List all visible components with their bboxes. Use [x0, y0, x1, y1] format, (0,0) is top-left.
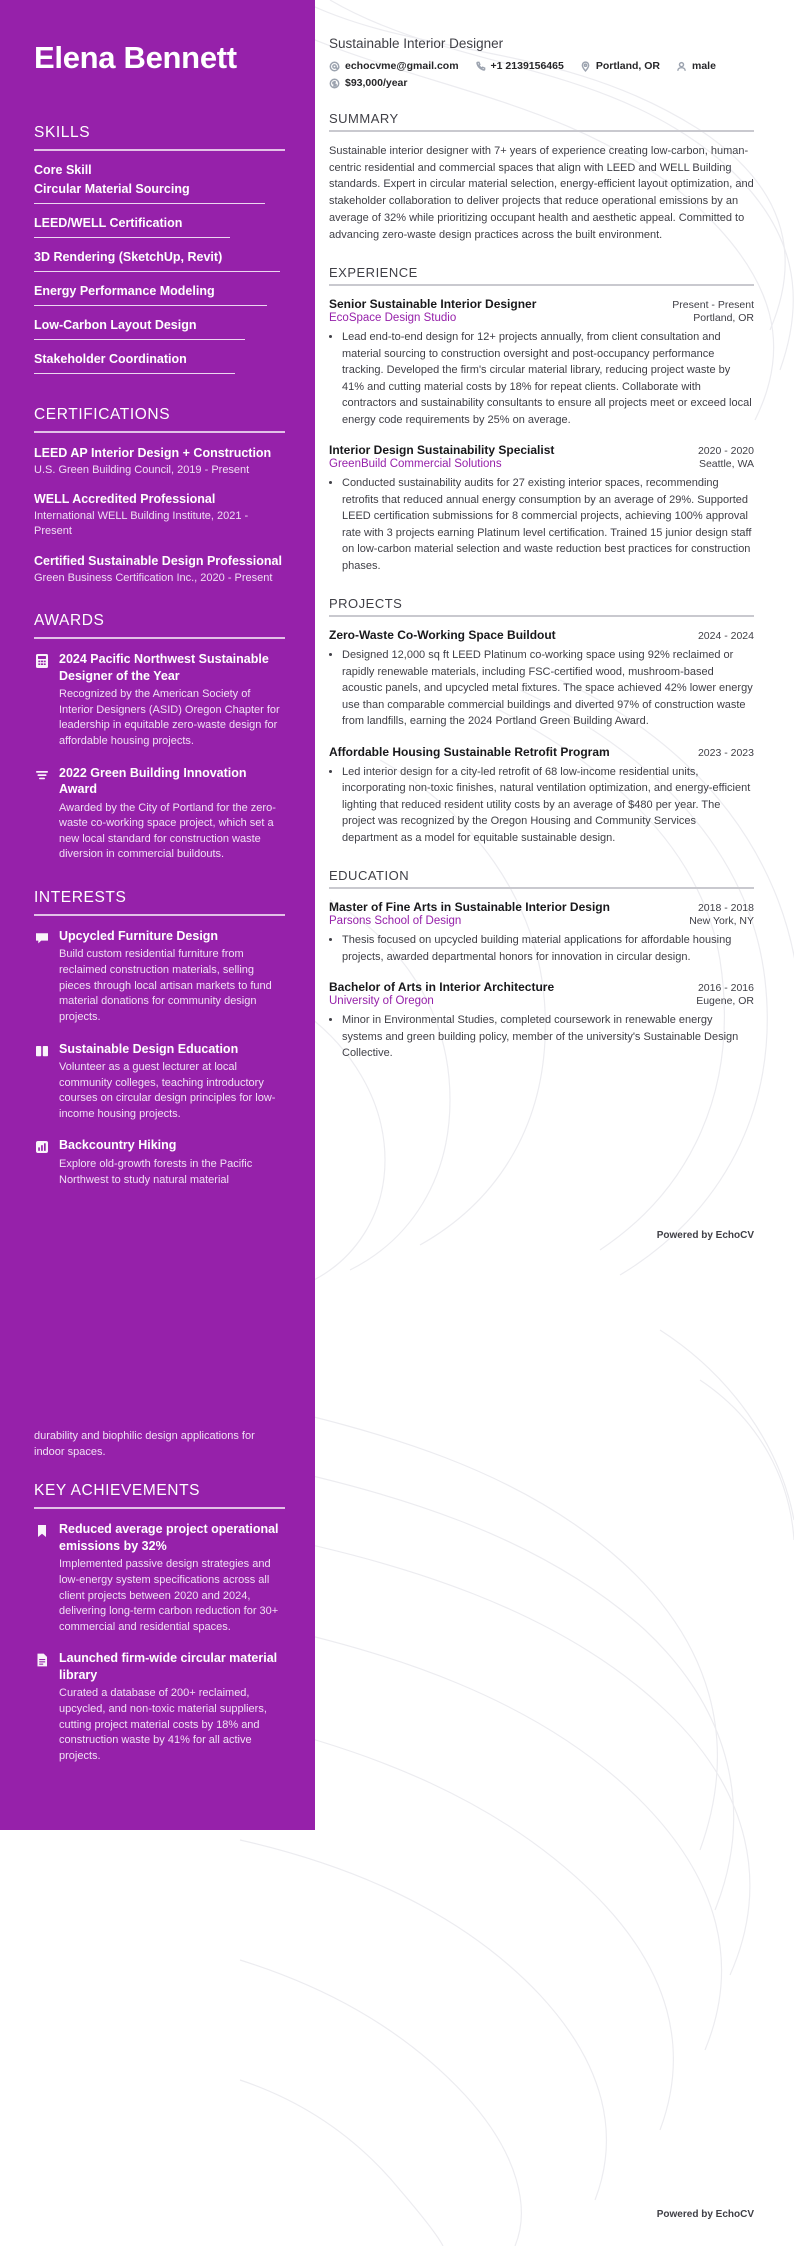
award-item — [34, 651, 285, 749]
experience-location: Portland, OR — [693, 312, 754, 325]
location-icon — [580, 61, 591, 72]
skill-label: Stakeholder Coordination — [34, 351, 187, 366]
experience-bullet: • Conducted sustainability audits for 27 existing interior spaces, recommending retrofits that reduced annual energy consumption by an average of 29%. Supported LEED certification submissions for 8 commercial projects, achieving 100% approval rate with 3 projects earning Platinum level certification. Trained 15 junior design staff on low-carbon material selection and waste reduction best practices for construction phases. — [342, 475, 754, 574]
contact-gender-value: male — [692, 60, 716, 72]
experience-bullet: • Lead end-to-end design for 12+ projects annually, from client consultation and material sourcing to construction oversight and post-occupancy performance tracking. Developed the firm's circular material library, reducing project waste by 41% and cutting material costs by 18% for repeat clients. Collaborate with contractors and sustainability consultants to ensure all projects meet or exceed local energy code requirements by 25% on average. — [342, 329, 754, 428]
award-description: Awarded by the City of Portland for the zero-waste co-working space project, which set a new local standard for construction waste diversion in commercial buildouts. — [59, 801, 276, 861]
experience-location: Seattle, WA — [698, 458, 754, 471]
education-bullet: • Minor in Environmental Studies, completed coursework in renewable energy systems and green building policy, member of the university's Sustainable Design Collective. — [342, 1012, 754, 1062]
footer-branding-bottom: Powered by EchoCV — [656, 2209, 754, 2220]
interests-heading: INTERESTS — [34, 888, 127, 906]
project-item — [329, 745, 754, 847]
awards-divider — [34, 637, 285, 639]
skill-item — [34, 182, 285, 210]
sidebar-section-awards — [34, 612, 285, 863]
list-lines-icon — [34, 767, 50, 783]
skill-underline — [34, 203, 265, 204]
education-school: University of Oregon — [329, 995, 434, 1008]
key-achievements-divider — [34, 1507, 285, 1509]
experience-organization: GreenBuild Commercial Solutions — [329, 458, 502, 471]
interests-continuation: durability and biophilic design applications for indoor spaces. — [34, 1430, 255, 1458]
experience-bullets — [329, 475, 754, 574]
contact-salary[interactable] — [329, 77, 407, 89]
projects-divider — [329, 615, 754, 617]
skill-underline — [34, 237, 230, 238]
education-item — [329, 900, 754, 965]
achievement-title: Launched firm-wide circular material library — [59, 1651, 278, 1682]
interest-body — [59, 1137, 285, 1188]
skill-item — [34, 250, 285, 278]
skill-label: Energy Performance Modeling — [34, 283, 215, 298]
skill-underline — [34, 373, 235, 374]
project-bullets — [329, 647, 754, 730]
certification-item — [34, 491, 285, 540]
skill-item — [34, 284, 285, 312]
education-title-row — [329, 900, 754, 914]
certifications-divider — [34, 431, 285, 433]
skill-item — [34, 318, 285, 346]
contact-salary-value: $93,000/year — [345, 77, 408, 89]
experience-role: Senior Sustainable Interior Designer — [329, 297, 537, 312]
skill-underline — [34, 339, 245, 340]
achievement-title: Reduced average project operational emissions by 32% — [59, 1522, 279, 1553]
interest-title: Sustainable Design Education — [59, 1041, 239, 1056]
skill-label: Circular Material Sourcing — [34, 181, 190, 196]
skill-item — [34, 216, 285, 244]
interests-divider — [34, 914, 285, 916]
skills-heading: SKILLS — [34, 123, 91, 141]
footer-branding-top: Powered by EchoCV — [656, 1230, 754, 1241]
experience-title-row — [329, 297, 754, 311]
skills-divider — [34, 149, 285, 151]
interest-title: Backcountry Hiking — [59, 1138, 177, 1153]
education-bullets — [329, 932, 754, 965]
interest-title: Upcycled Furniture Design — [59, 928, 219, 943]
skill-label: 3D Rendering (SketchUp, Revit) — [34, 249, 223, 264]
experience-item — [329, 297, 754, 428]
skills-core-label: Core Skill — [34, 162, 92, 177]
education-location: New York, NY — [689, 915, 754, 928]
certification-issuer: U.S. Green Building Council, 2019 - Present — [34, 463, 250, 476]
section-education — [329, 868, 754, 1062]
education-degree: Master of Fine Arts in Sustainable Interior Design — [329, 900, 610, 915]
contact-phone-value: +1 2139156465 — [490, 60, 564, 72]
sidebar-spacer — [34, 1214, 285, 1429]
section-summary — [329, 111, 754, 243]
interest-item — [34, 1041, 285, 1123]
education-org-row — [329, 915, 754, 927]
achievement-body — [59, 1650, 285, 1764]
project-bullet: • Designed 12,000 sq ft LEED Platinum co-working space using 92% reclaimed or rapidly renewable materials, including FSC-certified wood, mushroom-based acoustic panels, and upcycled metal fixtures. The space achieved 42% lower energy use than comparable commercial buildings and diverted 97% of construction waste from landfills, earning the 2024 Portland Green Building Award. — [342, 647, 754, 730]
projects-heading: PROJECTS — [329, 596, 403, 612]
achievement-description: Curated a database of 200+ reclaimed, upcycled, and non-toxic material suppliers, cutting project material costs by 18% and construction waste by 41% for all active projects. — [59, 1687, 267, 1762]
person-icon — [676, 61, 687, 72]
project-title-row — [329, 628, 754, 642]
certification-title: WELL Accredited Professional — [34, 492, 216, 507]
experience-organization: EcoSpace Design Studio — [329, 312, 457, 325]
interest-body — [59, 1041, 285, 1123]
section-experience — [329, 265, 754, 574]
skill-underline — [34, 305, 267, 306]
summary-heading: SUMMARY — [329, 111, 399, 126]
contact-row — [329, 60, 754, 89]
project-bullet: • Led interior design for a city-led retrofit of 68 low-income residential units, incorporating non-toxic finishes, natural ventilation optimization, and energy-efficient lighting that reduced resident utility costs by an average of $480 per year. The project was recognized by the Oregon Housing and Community Services department as a model for equitable sustainable design. — [342, 764, 754, 847]
project-title-row — [329, 745, 754, 759]
bar-chart-icon — [34, 1139, 50, 1155]
education-org-row — [329, 995, 754, 1007]
contact-email[interactable] — [329, 60, 459, 72]
money-icon — [329, 78, 340, 89]
education-location: Eugene, OR — [696, 995, 754, 1008]
skill-label: Low-Carbon Layout Design — [34, 317, 197, 332]
sidebar-section-key-achievements — [34, 1482, 285, 1764]
interest-body — [59, 928, 285, 1026]
sidebar-section-interests — [34, 889, 285, 1188]
sidebar — [0, 0, 315, 1830]
interest-description: Volunteer as a guest lecturer at local community colleges, teaching introductory courses on circular design principles for low-income housing projects. — [59, 1061, 276, 1120]
education-item — [329, 980, 754, 1062]
award-description: Recognized by the American Society of Interior Designers (ASID) Oregon Chapter for leadership in equitable zero-waste design for affordable housing projects. — [59, 688, 280, 747]
certification-item — [34, 553, 285, 586]
experience-org-row — [329, 458, 754, 470]
main-content — [315, 0, 794, 1097]
certification-title: LEED AP Interior Design + Construction — [34, 445, 272, 460]
education-bullets — [329, 1012, 754, 1062]
education-school: Parsons School of Design — [329, 915, 462, 928]
experience-org-row — [329, 312, 754, 324]
open-book-icon — [34, 1043, 50, 1059]
award-item — [34, 765, 285, 863]
email-icon — [329, 61, 340, 72]
candidate-name: Elena Bennett — [34, 40, 237, 75]
certification-issuer: Green Business Certification Inc., 2020 - Present — [34, 571, 273, 584]
education-degree: Bachelor of Arts in Interior Architecture — [329, 980, 555, 995]
project-date: 2024 - 2024 — [697, 630, 754, 643]
achievement-description: Implemented passive design strategies and low-energy system specifications across all client projects between 2020 and 2024, delivering long-term carbon reduction for 30+ commercial and residential spaces. — [59, 1558, 279, 1633]
education-bullet: • Thesis focused on upcycled building material applications for affordable housing projects, awarded departmental honors for innovation in circular design. — [342, 932, 754, 965]
skill-underline — [34, 271, 280, 272]
contact-location-value: Portland, OR — [595, 60, 660, 72]
project-bullets — [329, 764, 754, 847]
achievement-item — [34, 1650, 285, 1764]
award-title: 2022 Green Building Innovation Award — [59, 765, 247, 797]
document-icon — [34, 1652, 50, 1668]
contact-location[interactable] — [580, 60, 660, 72]
interest-description: Explore old-growth forests in the Pacific Northwest to study natural material — [59, 1157, 253, 1186]
summary-divider — [329, 130, 754, 132]
experience-date: 2020 - 2020 — [697, 445, 754, 458]
experience-title-row — [329, 443, 754, 457]
project-title: Zero-Waste Co-Working Space Buildout — [329, 628, 556, 643]
key-achievements-heading: KEY ACHIEVEMENTS — [34, 1482, 201, 1500]
experience-item — [329, 443, 754, 574]
experience-role: Interior Design Sustainability Specialist — [329, 443, 555, 458]
award-body — [59, 651, 285, 749]
calculator-icon — [34, 653, 50, 669]
experience-bullets — [329, 329, 754, 428]
experience-date: Present - Present — [672, 299, 754, 312]
contact-email-value: echocvme@gmail.com — [345, 60, 459, 72]
achievement-body — [59, 1521, 285, 1635]
project-item — [329, 628, 754, 730]
bookmark-icon — [34, 1523, 50, 1539]
education-date: 2018 - 2018 — [697, 902, 754, 915]
sidebar-section-certifications — [34, 406, 285, 586]
education-heading: EDUCATION — [329, 868, 410, 884]
sidebar-section-skills — [34, 124, 285, 380]
achievement-item — [34, 1521, 285, 1635]
interest-item — [34, 928, 285, 1026]
award-body — [59, 765, 285, 863]
certification-title: Certified Sustainable Design Professional — [34, 553, 282, 568]
interest-item — [34, 1137, 285, 1188]
phone-icon — [475, 61, 486, 72]
speech-bubble-icon — [34, 930, 50, 946]
project-title: Affordable Housing Sustainable Retrofit Program — [329, 744, 610, 759]
certification-issuer: International WELL Building Institute, 2021 - Present — [34, 510, 249, 538]
project-date: 2023 - 2023 — [697, 746, 754, 759]
contact-phone[interactable] — [475, 60, 564, 72]
headline: Sustainable Interior Designer — [329, 36, 504, 51]
experience-heading: EXPERIENCE — [329, 265, 418, 281]
award-title: 2024 Pacific Northwest Sustainable Designer of the Year — [59, 652, 269, 683]
awards-heading: AWARDS — [34, 612, 105, 630]
skill-label: LEED/WELL Certification — [34, 215, 183, 230]
certifications-heading: CERTIFICATIONS — [34, 405, 171, 423]
skill-item — [34, 352, 285, 380]
education-date: 2016 - 2016 — [697, 982, 754, 995]
summary-text: Sustainable interior designer with 7+ years of experience creating low-carbon, human-centric residential and commercial spaces that align with LEED and WELL Building standards. Expert in circular material selection, energy-efficient layout optimization, and stakeholder collaboration to deliver projects that reduce operational emissions by an average of 32% while prioritizing occupant health and aesthetic appeal. Committed to advancing zero-waste design practices across the built environment. — [329, 145, 754, 241]
section-projects — [329, 596, 754, 846]
contact-gender[interactable] — [676, 60, 716, 72]
education-divider — [329, 887, 754, 889]
interest-description: Build custom residential furniture from reclaimed construction materials, selling pieces through local artisan markets to fund material donations for community design projects. — [59, 948, 272, 1023]
experience-divider — [329, 284, 754, 286]
education-title-row — [329, 980, 754, 994]
certification-item — [34, 445, 285, 478]
